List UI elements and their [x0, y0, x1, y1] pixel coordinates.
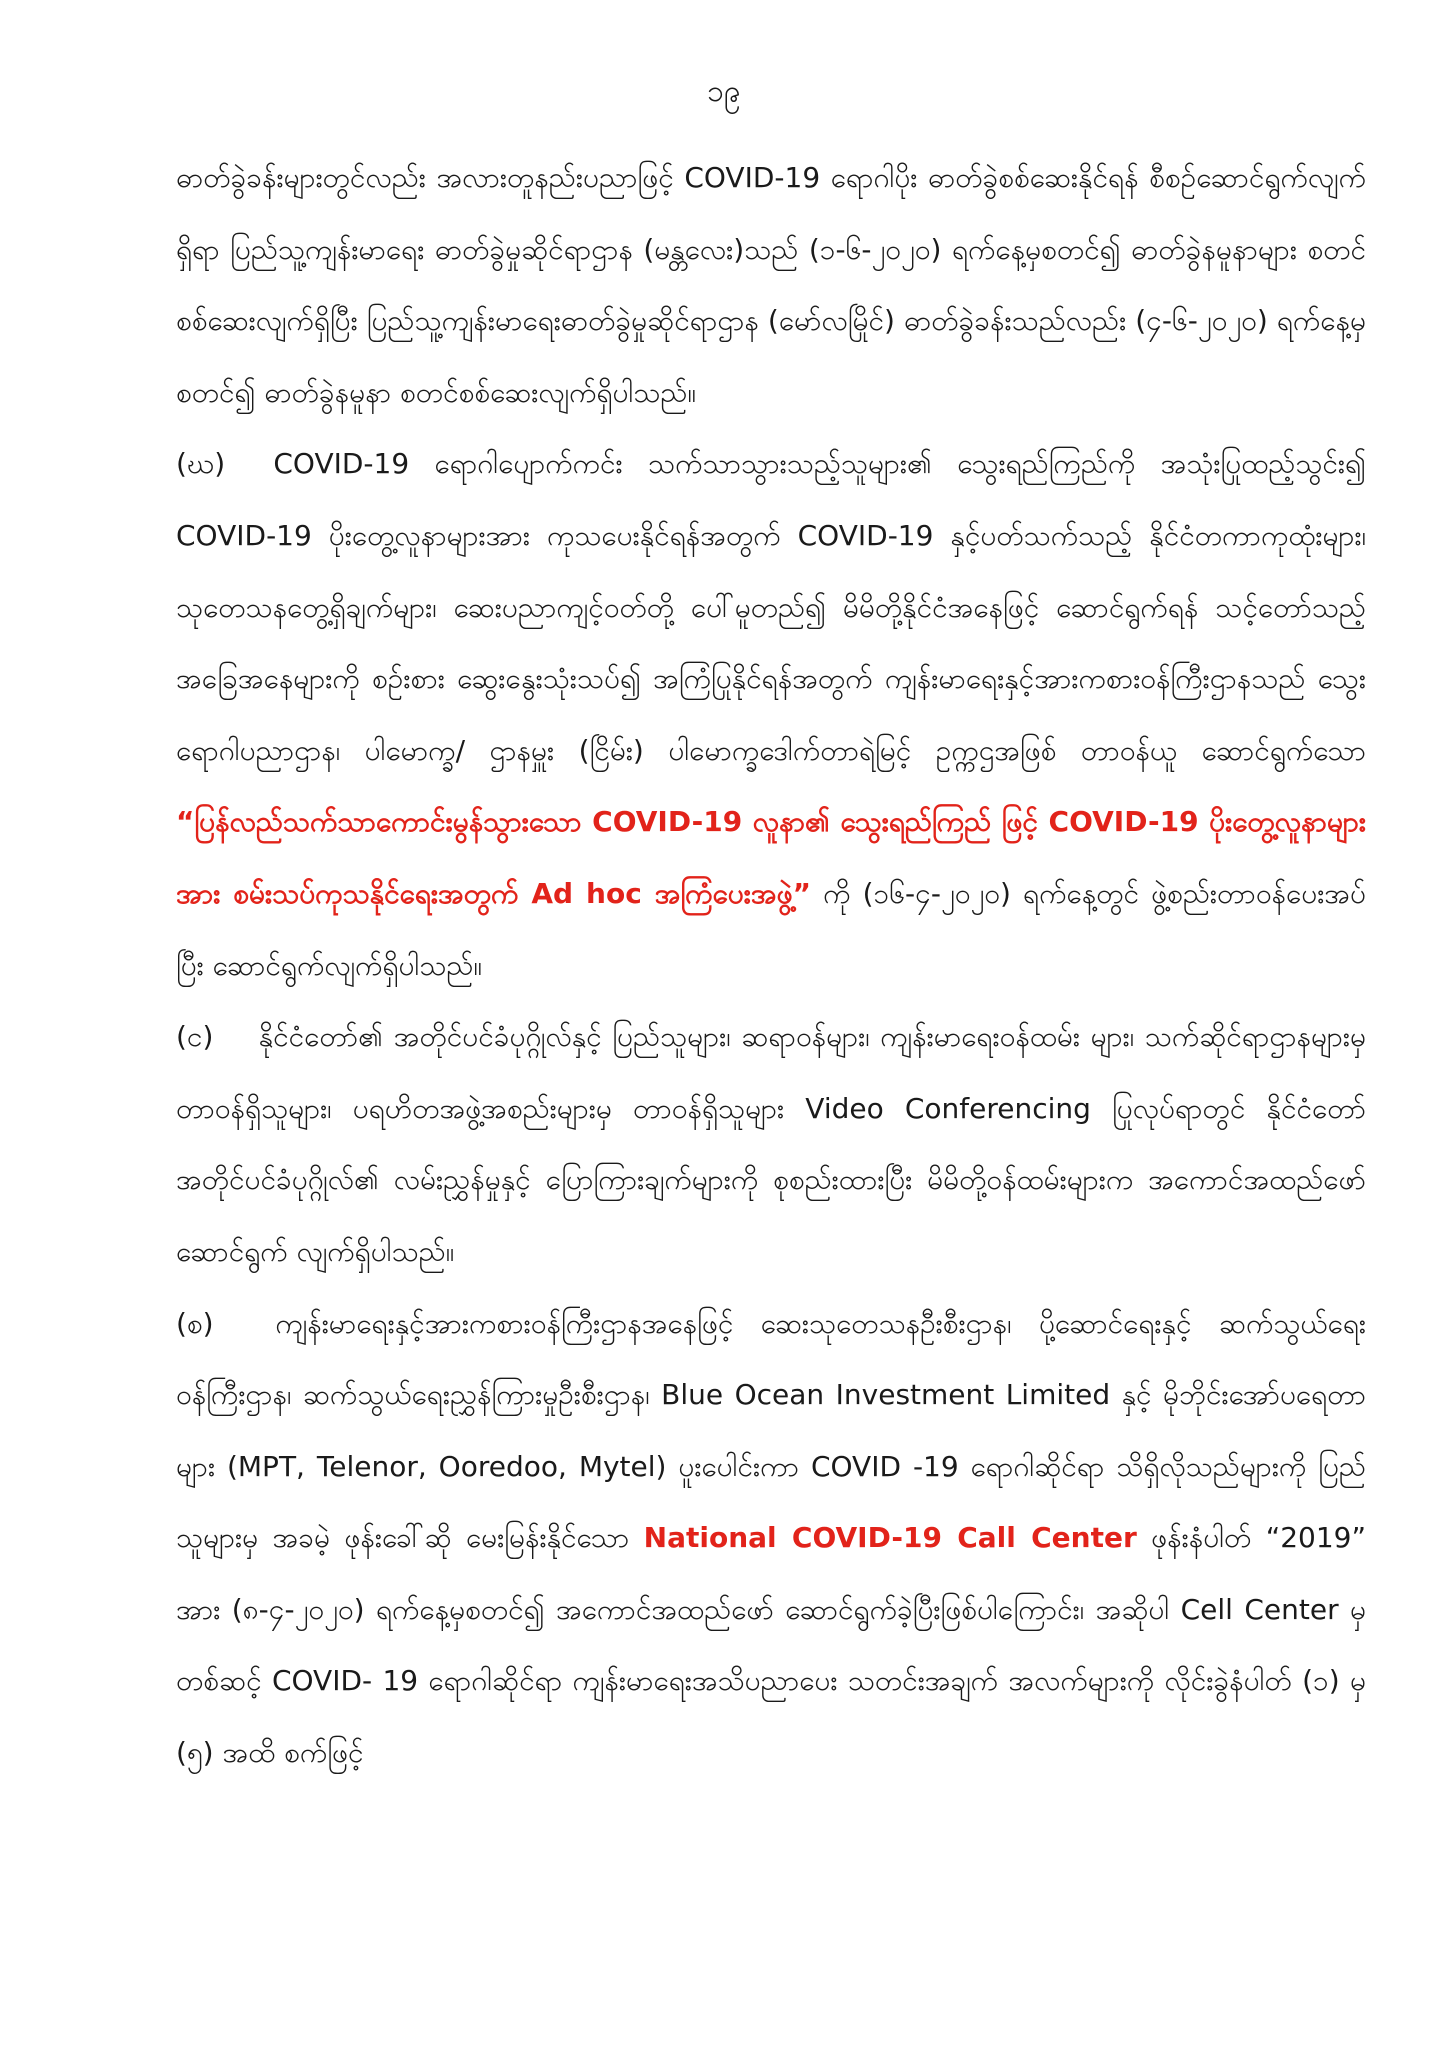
paragraph-label: (စ) [176, 1306, 214, 1340]
paragraph-text: COVID-19 ရောဂါပျောက်ကင်း သက်သာသွားသည့်သူများ၏ သွေးရည်ကြည်ကို အသုံးပြုထည့်သွင်း၍ COVID-19 ပိုးတွေ့လူနာများအား ကုသပေးနိုင်ရန်အတွက် COVID-19 နှင့်ပတ်သက်သည့် နိုင်ငံတကာကုထုံးများ၊ သုတေသနတွေ့ရှိချက်များ၊ ဆေးပညာကျင့်ဝတ်တို့ ပေါ်မူတည်၍ မိမိတို့နိုင်ငံအနေဖြင့် ဆောင်ရွက်ရန် သင့်တော်သည့်အခြေအနေများကို စဉ်းစား ဆွေးနွေးသုံးသပ်၍ အကြံပြုနိုင်ရန်အတွက် ကျန်းမာရေးနှင့်အားကစားဝန်ကြီးဌာနသည် သွေးရောဂါပညာဌာန၊ ပါမောက္ခ/ ဌာနမှူး (ငြိမ်း) ပါမောက္ခဒေါက်တာရဲမြင့် ဥက္ကဌအဖြစ် တာဝန်ယူ ဆောင်ရွက်သော [176, 447, 1366, 767]
paragraph-label: (ဃ) [176, 447, 226, 481]
highlighted-call-center: National COVID-19 Call Center [643, 1521, 1137, 1555]
paragraph-text: နိုင်ငံတော်၏ အတိုင်ပင်ခံပုဂ္ဂိုလ်နှင့် ပြည်သူများ၊ ဆရာဝန်များ၊ ကျန်းမာရေးဝန်ထမ်း များ၊ သက်ဆိုင်ရာဌာနများမှ တာဝန်ရှိသူများ၊ ပရဟိတအဖွဲ့အစည်းများမှ တာဝန်ရှိသူများ Video Conferencing ပြုလုပ်ရာတွင် နိုင်ငံတော်အတိုင်ပင်ခံပုဂ္ဂိုလ်၏ လမ်းညွှန်မှုနှင့် ပြောကြားချက်များကို စုစည်းထားပြီး မိမိတို့ဝန်ထမ်းများက အကောင်အထည်ဖော် ဆောင်ရွက် လျက်ရှိပါသည်။ [176, 1020, 1366, 1268]
body-text [176, 142, 1366, 1789]
page-number: ၁၉ [707, 74, 741, 109]
paragraph-sa [176, 1288, 1366, 1789]
highlighted-committee-name: “ပြန်လည်သက်သာကောင်းမွန်သွားသော COVID-19 လူနာ၏ သွေးရည်ကြည် ဖြင့် COVID-19 ပိုးတွေ့လူနာများအား စမ်းသပ်ကုသနိုင်ရေးအတွက် Ad hoc အကြံပေးအဖွဲ့” [176, 805, 1366, 910]
paragraph-label: (င) [176, 1020, 214, 1054]
paragraph-text: ကို (၁၆-၄-၂၀၂၀) ရက်နေ့တွင် ဖွဲ့စည်းတာဝန်ပေးအပ်ပြီး ဆောင်ရွက်လျက်ရှိပါသည်။ [176, 876, 1366, 982]
paragraph-nga [176, 1001, 1366, 1287]
paragraph-text: ဖုန်းနံပါတ် “2019” အား (၈-၄-၂၀၂၀) ရက်နေ့မှစတင်၍ အကောင်အထည်ဖော် ဆောင်ရွက်ခဲ့ပြီးဖြစ်ပါကြောင်း၊ အဆိုပါ Cell Center မှတစ်ဆင့် COVID- 19 ရောဂါဆိုင်ရာ ကျန်းမာရေးအသိပညာပေး သတင်းအချက် အလက်များကို လိုင်းခွဲနံပါတ် (၁) မှ (၅) အထိ စက်ဖြင့် [176, 1521, 1367, 1770]
paragraph-text: ဓာတ်ခွဲခန်းများတွင်လည်း အလားတူနည်းပညာဖြင့် COVID-19 ရောဂါပိုး ဓာတ်ခွဲစစ်ဆေးနိုင်ရန် စီစဉ်ဆောင်ရွက်လျက်ရှိရာ ပြည်သူ့ကျန်းမာရေး ဓာတ်ခွဲမှုဆိုင်ရာဌာန (မန္တလေး)သည် (၁-၆-၂၀၂၀) ရက်နေ့မှစတင်၍ ဓာတ်ခွဲနမူနာများ စတင်စစ်ဆေးလျက်ရှိပြီး ပြည်သူ့ကျန်းမာရေးဓာတ်ခွဲမှုဆိုင်ရာဌာန (မော်လမြိုင်) ဓာတ်ခွဲခန်းသည်လည်း (၄-၆-၂၀၂၀) ရက်နေ့မှစတင်၍ ဓာတ်ခွဲနမူနာ စတင်စစ်ဆေးလျက်ရှိပါသည်။ [176, 161, 1366, 409]
paragraph-intro [176, 142, 1366, 428]
paragraph-text: ကျန်းမာရေးနှင့်အားကစားဝန်ကြီးဌာနအနေဖြင့် ဆေးသုတေသနဦးစီးဌာန၊ ပို့ဆောင်ရေးနှင့် ဆက်သွယ်ရေးဝန်ကြီးဌာန၊ ဆက်သွယ်ရေးညွှန်ကြားမှုဦးစီးဌာန၊ Blue Ocean Investment Limited နှင့် မိုဘိုင်းအော်ပရေတာများ (MPT, Telenor, Ooredoo, Mytel) ပူးပေါင်းကာ COVID -19 ရောဂါဆိုင်ရာ သိရှိလိုသည်များကို ပြည်သူများမှ အခမဲ့ ဖုန်းခေါ်ဆို မေးမြန်းနိုင်သော [176, 1306, 1367, 1555]
paragraph-gha [176, 428, 1366, 1001]
